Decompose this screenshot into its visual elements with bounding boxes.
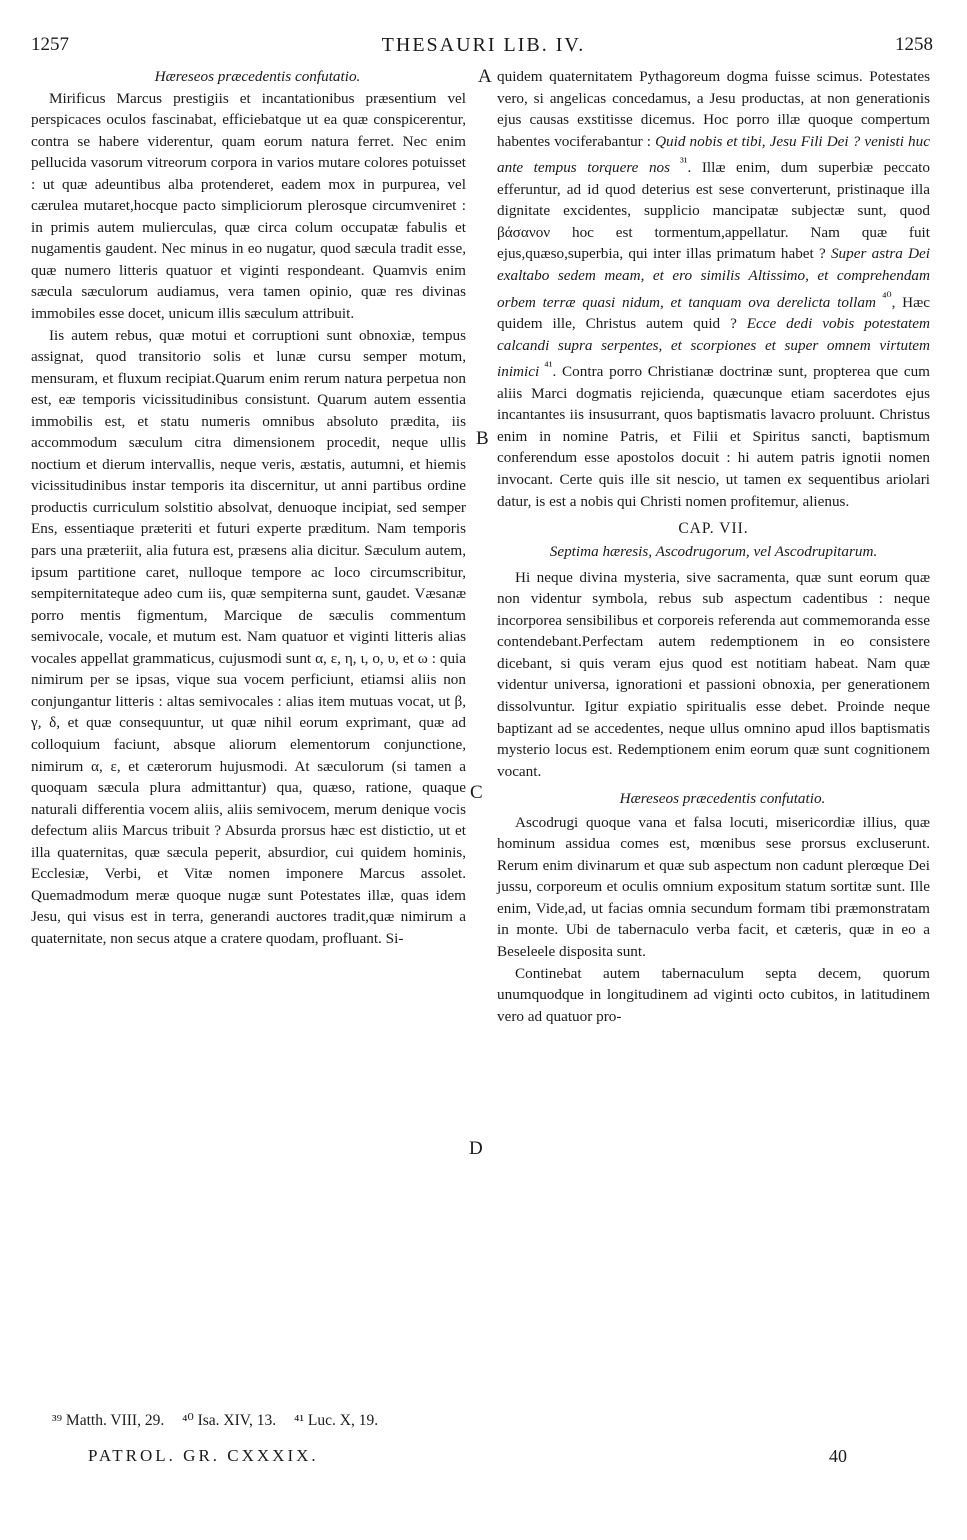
signature-mark: 40	[829, 1446, 847, 1466]
right-column	[497, 66, 930, 1027]
page-number-left: 1257	[31, 34, 69, 55]
footnotes	[52, 1411, 392, 1430]
scripture-quote: Ecce dedi vobis potestatem calcandi supra serpentes, et scorpiones et super omnem virtutem inimici	[497, 315, 930, 381]
paragraph: Continebat autem tabernaculum septa decem, quorum unumquodque in longitudinem ad viginti octo cubitos, in latitudinem vero ad quatuor pro-	[497, 964, 930, 1025]
footnote: ⁴⁰ Isa. XIV, 13.	[182, 1412, 277, 1429]
chapter-title: Septima hæresis, Ascodrugorum, vel Ascodrupitarum.	[549, 542, 878, 560]
paragraph: Ascodrugi quoque vana et falsa locuti, misericordiæ illius, quæ hominum assidua comes est, mœnibus sese prorsus excluserunt. Rerum enim divinarum et quæ sub aspectum non cadunt plerœque Dei jussu, corporeum et oculis omnium expositum statum sortitæ sunt. Ille enim, Vide,ad, ut facias omnia secundum formam tibi præmonstratam in monte. Ubi de tabernaculo verba facit, et cæteris, quæ in eo a Beseleele disposita sunt.	[497, 813, 930, 960]
margin-mark-b: B	[476, 428, 489, 449]
footnote-ref: ³¹	[670, 155, 688, 170]
chapter-heading: CAP. VII.	[678, 520, 749, 538]
paragraph: Mirificus Marcus prestigiis et incantationibus præsentium vel perspicaces oculos fascinabat, efficiebatque ut ea quæ conspicerentur, contra se habere viderentur, quam eorum natura ferret. Nec enim pellucida vasorum vitreorum corpora in varios mutare colores potuisset : ut quæ adeuntibus alba protenderet, eadem mox in purpurea, vel cærulea mutaret,hocque pacto simpliciorum plerosque circumveniret : in primis autem mulierculas, quæ circa colum occupatæ fabulis et nugamentis gaudent. Nec minus in eo nugatur, quod sæcula tradit esse, quæ numero litteris quatuor et viginti respondeant. Quamvis enim sæcula sæculorum audiamus, vera tamen opinio, quæ res divinas immobiles esse docet, unicum illis sæculum attribuit.	[31, 89, 466, 323]
running-title: THESAURI LIB. IV.	[381, 34, 586, 56]
footnote-ref: ⁴⁰	[875, 289, 892, 304]
footnote: ³⁹ Matth. VIII, 29.	[52, 1412, 165, 1429]
paragraph: Hi neque divina mysteria, sive sacramenta, quæ sunt eorum quæ non videntur symbola, rebus sub aspectum cadentibus : neque incorporea sensibilibus et corporeis referenda aut commemoranda esse contendebant.Perfectam autem redemptionem in eo consistere dicebant, si quis veram ejus quod est notitiam habeat. Nam quæ videntur universa, ignorationi et passioni obnoxia, per generationem dissolvuntur. Igitur expiatio spiritualis esse debet. Proinde neque baptizant ad se accedentes, neque ullus omnino apud illos baptismatis mysterio locus est. Redemptionem enim eorum quæ sunt cognitionem vocant.	[497, 568, 930, 780]
scripture-quote: Quid nobis et tibi, Jesu Fili Dei ? venisti huc ante tempus torquere nos	[497, 132, 930, 177]
section-subheading: Hæreseos præcedentis confutatio.	[619, 790, 826, 808]
section-subheading: Hæreseos præcedentis confutatio.	[154, 68, 361, 85]
scripture-quote: Super astra Dei exaltabo sedem meam, et ero similis Altissimo, et comprehendam orbem terræ quasi nidum, et tanquam ova derelicta tollam	[497, 245, 930, 311]
margin-mark-c: C	[470, 782, 483, 803]
footnote-ref: ⁴¹	[539, 359, 553, 374]
margin-mark-a: A	[478, 66, 492, 87]
margin-mark-d: D	[469, 1138, 483, 1159]
paragraph: quidem quaternitatem Pythagoreum dogma fuisse scimus. Potestates vero, si angelicas concedamus, a Jesu productas, at non generationis ejus causas exstitisse dicemus. Hoc porro illæ quoque compertum habentes vociferabantur : Quid nobis et tibi, Jesu Fili Dei ? venisti huc ante tempus torquere nos $^{^{31}}$. Illæ enim, dum superbiæ peccato efferuntur, ad id quod deterius est sese converterunt, pristinaque illa dignitate excidentes, supplicio mancipatæ subjectæ sunt, quod βάσανον hoc est tormentum,appellatur. Nam quæ fuit ejus,quæso,superbia, qui inter illas primatum habet ? Super astra Dei exaltabo sedem meam, et ero similis Altissimo, et comprehendam orbem terræ quasi nidum, et tanquam ova derelicta tollam $^{^{40}}$, Hæc quidem ille, Christus autem quid ? Ecce dedi vobis potestatem calcandi supra serpentes, et scorpiones et super omnem virtutem inimici $^{^{41}}$. Contra porro Christianæ doctrinæ sunt, propterea que cum aliis Marci dogmatis rejicienda, quæcunque etiam sacerdotes ejus incantantes iis insusurrant, quos baptismatis lavacro proluunt. Christus enim in nomine Patris, et Filii et Spiritus sancti, baptismum conferendum esse apostolos docuit : hi autem patris ignotii nomen invocant. Certe quis ille sit nescio, ut tamen ex sequentibus ariolari datur, is est a nobis qui Christi nomen profitemur, alienus.	[497, 68, 930, 510]
left-column	[31, 66, 466, 949]
page-number-right: 1258	[895, 34, 933, 55]
series-line: PATROL. GR. CXXXIX.	[88, 1446, 319, 1465]
paragraph: Iis autem rebus, quæ motui et corruptioni sunt obnoxiæ, tempus assignat, quod transitorio solis et lunæ cursu semper motum, mensuram, et fluxum recipiat.Quarum enim rerum natura perpetua non est, eæ temporis vicissitudinibus consistunt. Quarum autem essentia immobilis est, et statu numeris omnibus absoluto prædita, iis accommodum sæculum citra dimensionem procedit, neque ullis noctium et dierum intervallis, neque veris, æstatis, autumni, et hiemis vicissitudinibus instar temporis ita discernitur, ut anni partibus ordine productis curriculum solstitio absolvat, denuoque incipiat, sed semper Ens, essentiaque præteriti et futuri experte præditum. Nam temporis pars una præteriit, alia futura est, præsens alia dicitur. Sæculum autem, ipsum partitione caret, nulloque tempore ac loco circumscribitur, sempiternitateque adeo cum iis, quæ sempiterna sunt, gaudet. Væsanæ porro mentis figmentum, Marcique de sæculis commentum semivocale, vocale, et mutum est. Nam quatuor et viginti litteris alias vocales appellat grammaticus, cujusmodi sunt α, ε, η, ι, ο, υ, et ω : quia nimirum per se ipsas, vique sua vocem perficiunt, etiamsi aliis non conjungantur litteris : altas semivocales : alias item mutuas vocat, ut β, γ, δ, et quæ consequuntur, ut quæ nihil eorum exprimant, quæ ad colloquium faciunt, absque aliorum elementorum conjunctione, nimirum α, ε, et cæterorum hujusmodi. At sæculorum (si tamen a quoquam sæcula plura admittantur) qua, quæso, ratione, quaque naturali differentia vocem aliis, aliis semivocem, merum denique vocis defectum aliis Marcus tribuit ? Absurda prorsus hæc est distictio, ut et illa quaternitas, quæ sæcula peperit, absurdior, cui quidem hominis, Ecclesiæ, Verbi, et Vitæ nomen imponere Marcus assolet. Quemadmodum meræ quoque nugæ sunt Potestates illæ, quas idem Jesu, qui visus est in terra, generandi auctores tradit,quæ nimirum a quaternitate, non secus atque a cratere quodam, profluant. Si-	[31, 326, 466, 947]
footnote: ⁴¹ Luc. X, 19.	[293, 1412, 379, 1429]
